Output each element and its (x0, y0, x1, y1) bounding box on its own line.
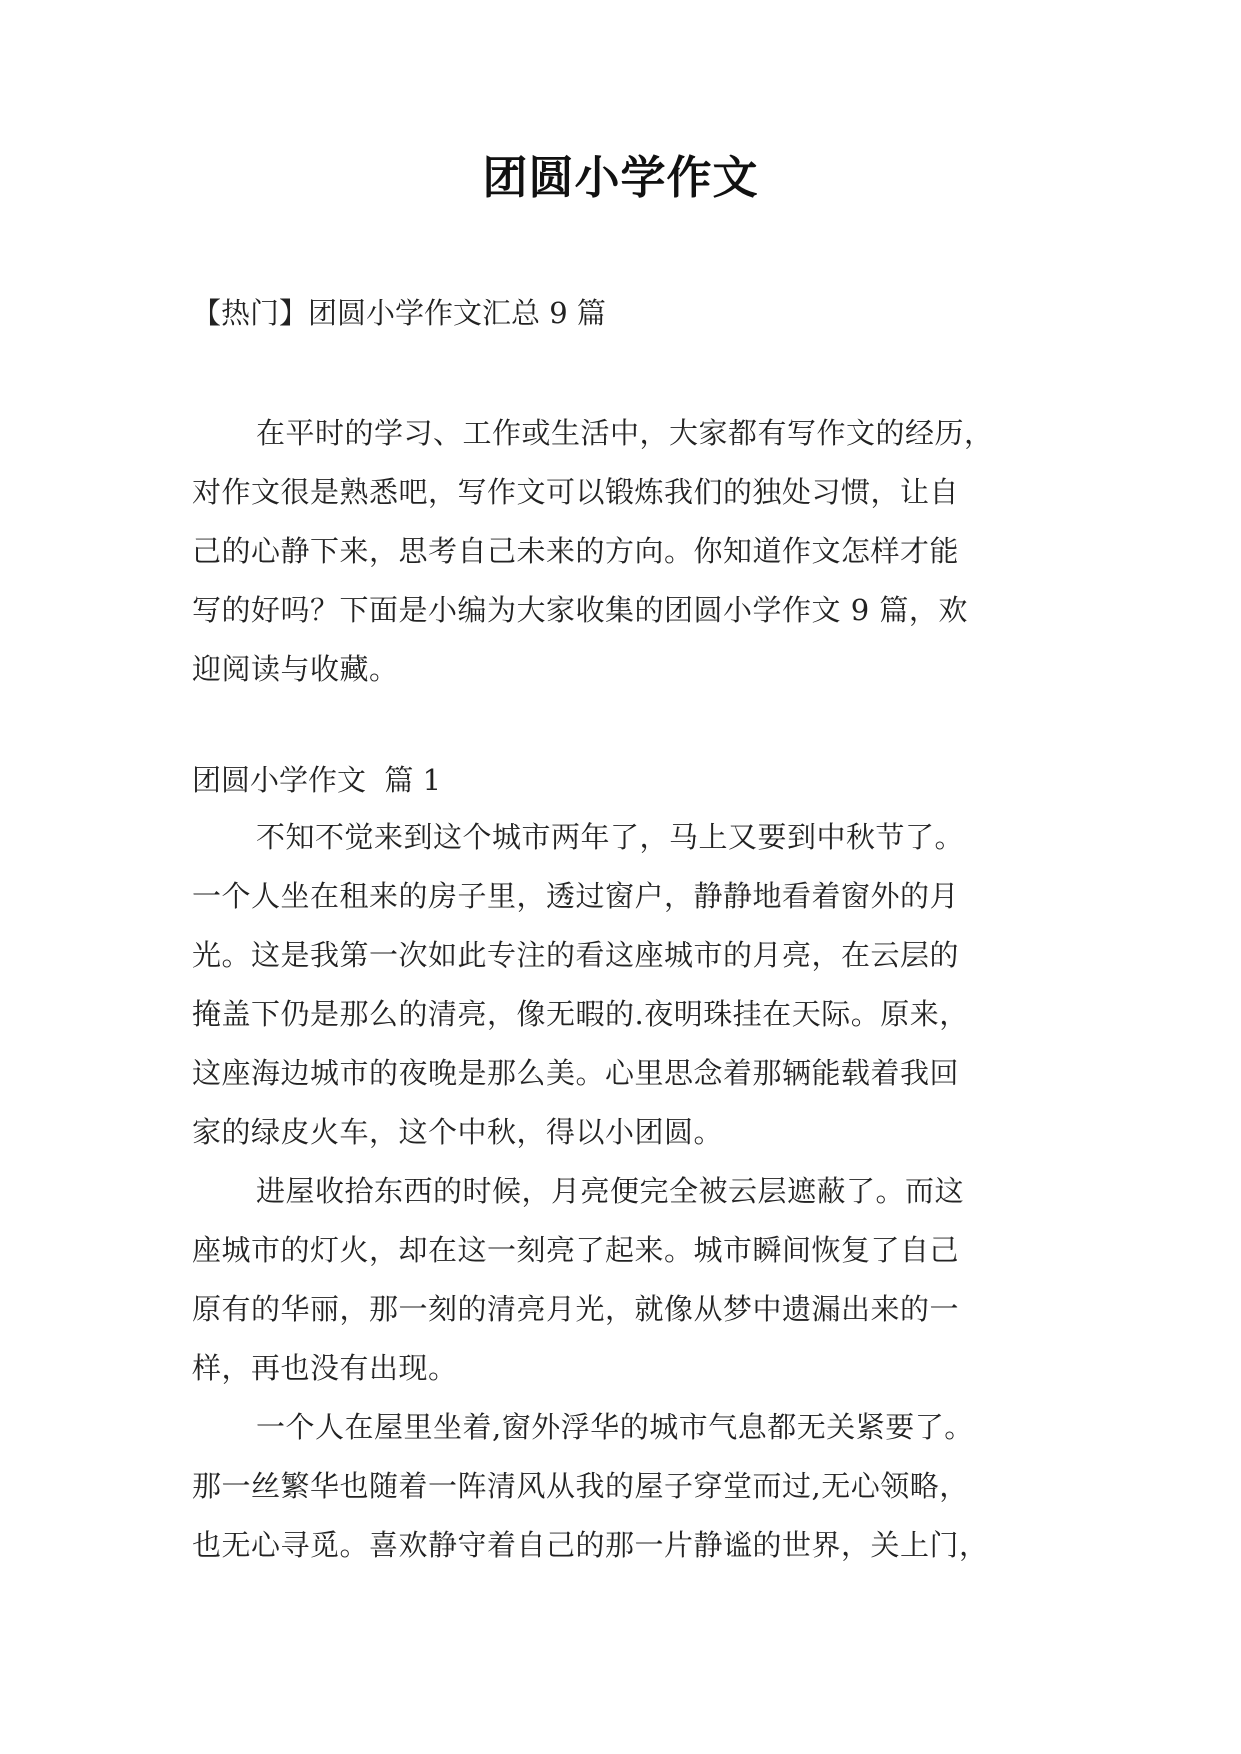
intro-paragraph (192, 404, 1072, 699)
section-heading: 团圆小学作文 篇 1 (192, 763, 442, 797)
body-line: 进屋收拾东西的时候，月亮便完全被云层遮蔽了。而这 (256, 1174, 965, 1208)
body-line: 一个人在屋里坐着,窗外浮华的城市气息都无关紧要了。 (256, 1410, 974, 1444)
document-subtitle: 【热门】团圆小学作文汇总 9 篇 (192, 296, 606, 330)
body-line: 一个人坐在租来的房子里，透过窗户，静静地看着窗外的月 (192, 879, 960, 913)
intro-line: 己的心静下来，思考自己未来的方向。你知道作文怎样才能 (192, 534, 960, 568)
body-line: 家的绿皮火车，这个中秋，得以小团圆。 (192, 1115, 724, 1149)
body-line: 也无心寻觅。喜欢静守着自己的那一片静谧的世界，关上门， (192, 1528, 989, 1562)
intro-line: 在平时的学习、工作或生活中，大家都有写作文的经历， (256, 416, 994, 450)
document-title: 团圆小学作文 (482, 151, 759, 204)
body-line: 光。这是我第一次如此专注的看这座城市的月亮，在云层的 (192, 938, 960, 972)
body-line: 样，再也没有出现。 (192, 1351, 458, 1385)
intro-line: 写的好吗？下面是小编为大家收集的团圆小学作文 9 篇，欢 (192, 593, 968, 627)
body-line: 座城市的灯火，却在这一刻亮了起来。城市瞬间恢复了自己 (192, 1233, 960, 1267)
intro-line: 对作文很是熟悉吧，写作文可以锻炼我们的独处习惯，让自 (192, 475, 960, 509)
intro-line: 迎阅读与收藏。 (192, 652, 399, 686)
body-line: 这座海边城市的夜晚是那么美。心里思念着那辆能载着我回 (192, 1056, 960, 1090)
body-line: 原有的华丽，那一刻的清亮月光，就像从梦中遗漏出来的一 (192, 1292, 960, 1326)
body-line: 不知不觉来到这个城市两年了，马上又要到中秋节了。 (256, 820, 965, 854)
essay-body (192, 808, 1092, 1575)
body-line: 那一丝繁华也随着一阵清风从我的屋子穿堂而过,无心领略， (192, 1469, 969, 1503)
body-line: 掩盖下仍是那么的清亮，像无暇的.夜明珠挂在天际。原来， (192, 997, 969, 1031)
